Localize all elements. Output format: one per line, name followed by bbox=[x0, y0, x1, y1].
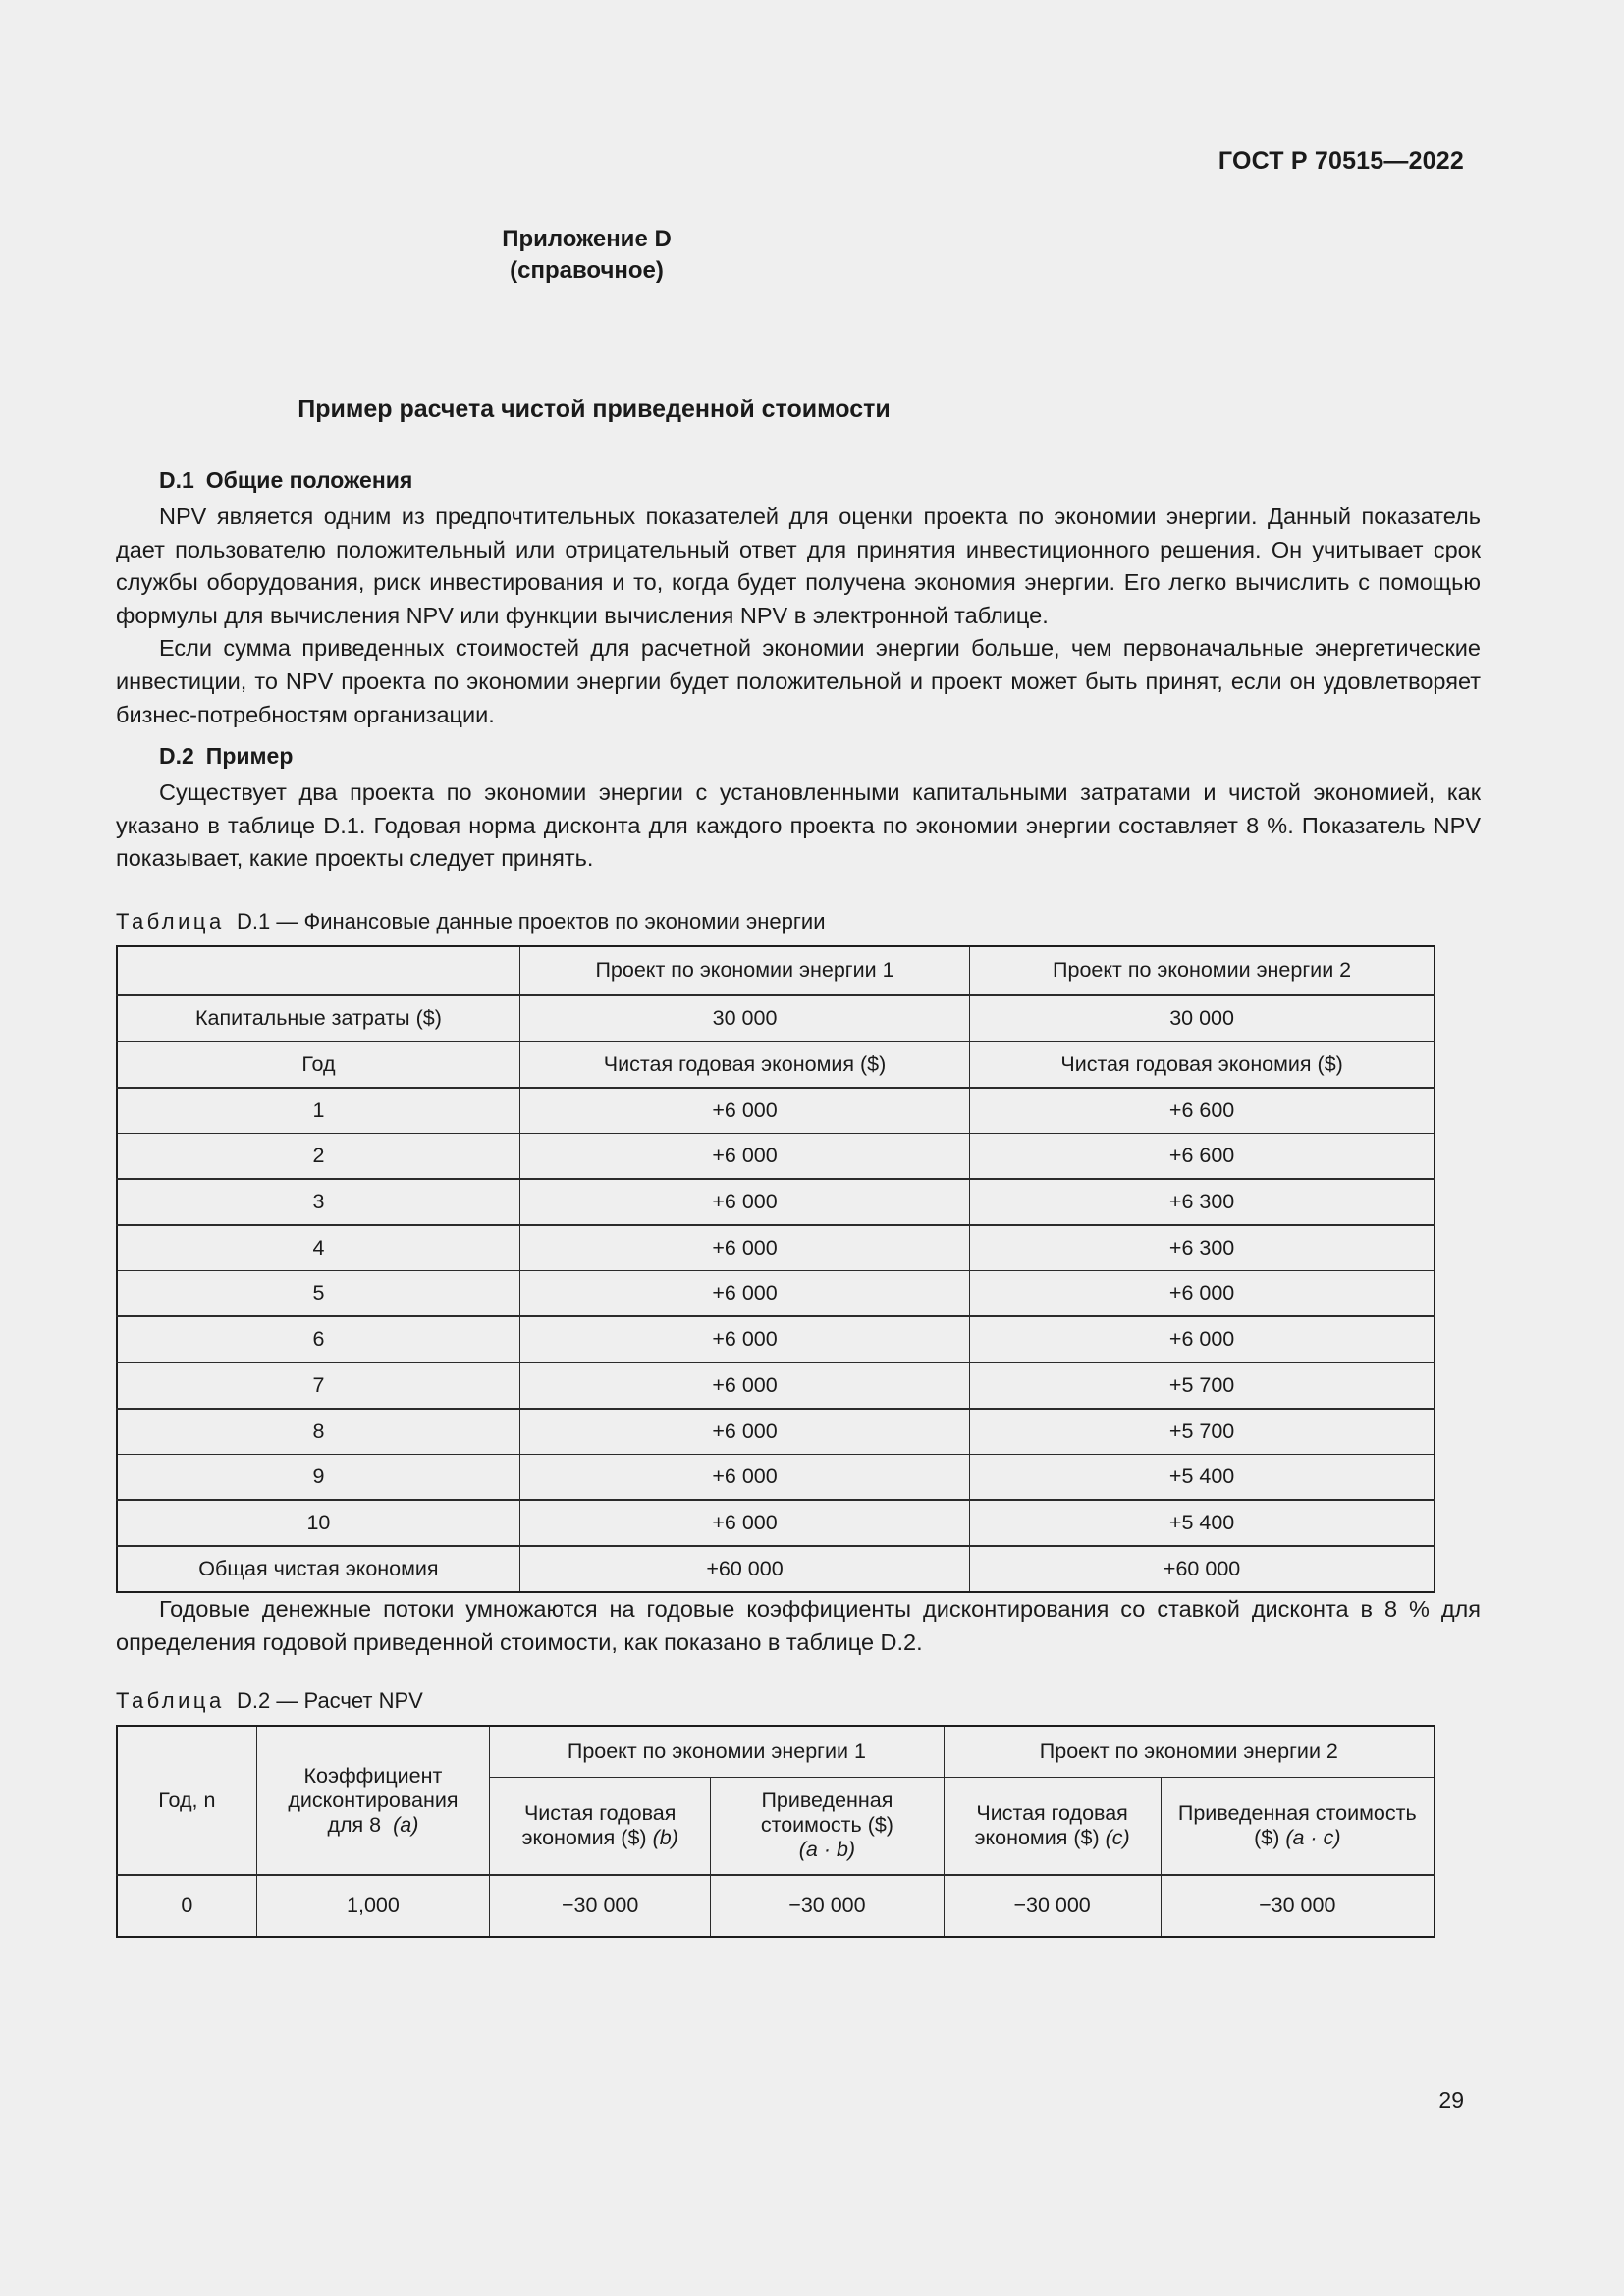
appendix-heading-block bbox=[0, 224, 1173, 287]
table-d1-p2: +5 700 bbox=[970, 1362, 1435, 1409]
clause-number-d2: D.2 bbox=[159, 743, 194, 770]
table-row bbox=[117, 1316, 1435, 1362]
table-d1-year: 1 bbox=[117, 1088, 519, 1134]
table-d2 bbox=[116, 1725, 1435, 1938]
table-d1-p1: +6 000 bbox=[519, 1500, 969, 1546]
p1-pv-line1: Приведенная bbox=[761, 1789, 893, 1813]
table-d1-p1: +6 000 bbox=[519, 1362, 969, 1409]
table-d1-year: 6 bbox=[117, 1316, 519, 1362]
p1-net-line2: экономия ($) bbox=[521, 1825, 647, 1849]
table-d1-p2: +6 600 bbox=[970, 1133, 1435, 1179]
table-d1-p1: +6 000 bbox=[519, 1454, 969, 1500]
table-d1-header-project1: Проект по экономии энергии 1 bbox=[519, 946, 969, 995]
table-d1-p1: +6 000 bbox=[519, 1225, 969, 1271]
table-row bbox=[117, 1546, 1435, 1592]
table-d1-year: 5 bbox=[117, 1270, 519, 1316]
table-d1-year: 7 bbox=[117, 1362, 519, 1409]
table-d1-body bbox=[117, 946, 1435, 1592]
table-row bbox=[117, 1270, 1435, 1316]
table-d1-total-p1: +60 000 bbox=[519, 1546, 969, 1592]
paragraph-d1-1: NPV является одним из предпочтительных показателей для оценки проекта по экономии энергии. Данный показатель дает пользователю положительный или отрицательный ответ для принятия инвестиционного решения. Он учитывает срок службы оборудования, риск инвестирования и то, когда будет получена экономия энергии. Его легко вычислить с помощью формулы для вычисления NPV или функции вычисления NPV в электронной таблице. bbox=[116, 504, 1481, 628]
table-d2-header-p2-net bbox=[944, 1777, 1161, 1875]
table-d2-body bbox=[117, 1726, 1435, 1937]
table-d1-p1: +6 000 bbox=[519, 1179, 969, 1225]
table-d1-p1: +6 000 bbox=[519, 1409, 969, 1455]
clause-title-d1: Общие положения bbox=[205, 467, 413, 493]
table-row bbox=[117, 1041, 1435, 1088]
table-d1-corner-cell bbox=[117, 946, 519, 995]
table-d2-caption-label: Таблица bbox=[116, 1688, 225, 1714]
table-d2-header-year: Год, n bbox=[117, 1726, 256, 1875]
table-d2-p1-net: −30 000 bbox=[490, 1875, 711, 1937]
clause-title-d2: Пример bbox=[205, 743, 294, 770]
table-d1-year: 3 bbox=[117, 1179, 519, 1225]
appendix-subtitle: (справочное) bbox=[510, 256, 664, 284]
table-row bbox=[117, 1454, 1435, 1500]
coefficient-symbol: (a) bbox=[393, 1812, 419, 1837]
table-d1-year: 10 bbox=[117, 1500, 519, 1546]
table-d2-header-project2: Проект по экономии энергии 2 bbox=[944, 1726, 1435, 1777]
clause-heading-d1 bbox=[116, 467, 1481, 494]
table-d1-caption-number: D.1 bbox=[237, 908, 271, 934]
table-d1-p1: +6 000 bbox=[519, 1088, 969, 1134]
table-row bbox=[117, 1133, 1435, 1179]
table-d1-p2: +5 400 bbox=[970, 1454, 1435, 1500]
section-heading: Пример расчета чистой приведенной стоимости bbox=[298, 396, 891, 423]
table-d1-p2: +6 300 bbox=[970, 1225, 1435, 1271]
table-d2-caption bbox=[116, 1688, 1481, 1714]
p2-pv-line1: Приведенная стоимость bbox=[1177, 1800, 1417, 1825]
table-d1-capital-label: Капитальные затраты ($) bbox=[117, 995, 519, 1041]
table-d1-p2: +5 400 bbox=[970, 1500, 1435, 1546]
page-number: 29 bbox=[1438, 2087, 1464, 2112]
table-d2-p2-pv: −30 000 bbox=[1161, 1875, 1435, 1937]
table-d1-capital-p2: 30 000 bbox=[970, 995, 1435, 1041]
clause-heading-d2 bbox=[116, 743, 1481, 770]
table-d1-subheader-p1: Чистая годовая экономия ($) bbox=[519, 1041, 969, 1088]
table-d1-p2: +6 000 bbox=[970, 1270, 1435, 1316]
p2-pv-symbol: (a · c) bbox=[1285, 1825, 1341, 1849]
table-row bbox=[117, 1726, 1435, 1777]
p1-pv-symbol: (a · b) bbox=[798, 1838, 856, 1862]
table-d2-p2-net: −30 000 bbox=[944, 1875, 1161, 1937]
table-d2-caption-dash: — bbox=[276, 1688, 298, 1714]
table-d1 bbox=[116, 945, 1435, 1593]
table-d2-year: 0 bbox=[117, 1875, 256, 1937]
table-d1-p2: +6 600 bbox=[970, 1088, 1435, 1134]
table-row bbox=[117, 946, 1435, 995]
coefficient-line1: Коэффициент bbox=[303, 1763, 443, 1788]
clause-number-d1: D.1 bbox=[159, 467, 194, 493]
p2-net-symbol: (c) bbox=[1105, 1825, 1130, 1849]
table-d1-header-project2: Проект по экономии энергии 2 bbox=[970, 946, 1435, 995]
table-d1-caption-text: Финансовые данные проектов по экономии энергии bbox=[303, 908, 826, 934]
table-d1-p1: +6 000 bbox=[519, 1270, 969, 1316]
table-row bbox=[117, 1225, 1435, 1271]
table-d1-year: 9 bbox=[117, 1454, 519, 1500]
table-d1-caption bbox=[116, 909, 1481, 934]
table-row bbox=[117, 995, 1435, 1041]
table-d2-header-p1-pv bbox=[711, 1777, 944, 1875]
table-d2-caption-number: D.2 bbox=[237, 1688, 271, 1714]
paragraph-d2-1: Существует два проекта по экономии энергии с установленными капитальными затратами и чистой экономией, как указано в таблице D.1. Годовая норма дисконта для каждого проекта по экономии энергии составляет 8 %. Показатель NPV показывает, какие проекты следует принять. bbox=[116, 779, 1481, 872]
p1-pv-line2: стоимость ($) bbox=[760, 1813, 893, 1838]
p2-net-line1: Чистая годовая bbox=[976, 1800, 1128, 1825]
coefficient-line3: для 8 bbox=[327, 1812, 382, 1837]
table-d2-coefficient: 1,000 bbox=[256, 1875, 489, 1937]
table-row bbox=[117, 1362, 1435, 1409]
table-d1-total-label: Общая чистая экономия bbox=[117, 1546, 519, 1592]
page-content bbox=[116, 467, 1481, 1938]
table-d2-header-p1-net bbox=[490, 1777, 711, 1875]
table-row bbox=[117, 1875, 1435, 1937]
table-row bbox=[117, 1179, 1435, 1225]
table-d1-caption-dash: — bbox=[276, 908, 298, 934]
p1-net-symbol: (b) bbox=[652, 1825, 678, 1849]
table-d1-year: 8 bbox=[117, 1409, 519, 1455]
p1-net-line1: Чистая годовая bbox=[523, 1800, 677, 1825]
table-d2-header-p2-pv bbox=[1161, 1777, 1435, 1875]
table-d2-p1-pv: −30 000 bbox=[711, 1875, 944, 1937]
table-d1-p1: +6 000 bbox=[519, 1133, 969, 1179]
table-d1-year: 2 bbox=[117, 1133, 519, 1179]
table-row bbox=[117, 1088, 1435, 1134]
table-d1-caption-label: Таблица bbox=[116, 908, 225, 934]
table-d1-p2: +6 300 bbox=[970, 1179, 1435, 1225]
standard-header: ГОСТ Р 70515—2022 bbox=[1218, 147, 1464, 175]
table-d2-header-coefficient bbox=[256, 1726, 489, 1875]
p2-net-line2: экономия ($) bbox=[974, 1825, 1100, 1849]
table-d1-subheader-label: Год bbox=[117, 1041, 519, 1088]
table-d1-p2: +5 700 bbox=[970, 1409, 1435, 1455]
table-d2-caption-text: Расчет NPV bbox=[303, 1688, 423, 1714]
p2-pv-line2: ($) bbox=[1254, 1825, 1280, 1849]
table-row bbox=[117, 1409, 1435, 1455]
table-d1-year: 4 bbox=[117, 1225, 519, 1271]
paragraph-d1-2: Если сумма приведенных стоимостей для расчетной экономии энергии больше, чем первоначальные энергетические инвестиции, то NPV проекта по экономии энергии будет положительной и проект может быть принят, если он удовлетворяет бизнес-потребностям организации. bbox=[116, 635, 1481, 727]
table-d1-capital-p1: 30 000 bbox=[519, 995, 969, 1041]
table-d1-subheader-p2: Чистая годовая экономия ($) bbox=[970, 1041, 1435, 1088]
table-d1-p2: +6 000 bbox=[970, 1316, 1435, 1362]
table-row bbox=[117, 1500, 1435, 1546]
table-d2-header-project1: Проект по экономии энергии 1 bbox=[490, 1726, 945, 1777]
appendix-title: Приложение D bbox=[502, 226, 672, 252]
coefficient-line2: дисконтирования bbox=[288, 1788, 459, 1812]
paragraph-after-table-d1: Годовые денежные потоки умножаются на годовые коэффициенты дисконтирования со ставкой дисконта в 8 % для определения годовой приведенной стоимости, как показано в таблице D.2. bbox=[116, 1595, 1481, 1655]
table-d1-p1: +6 000 bbox=[519, 1316, 969, 1362]
table-d1-total-p2: +60 000 bbox=[970, 1546, 1435, 1592]
